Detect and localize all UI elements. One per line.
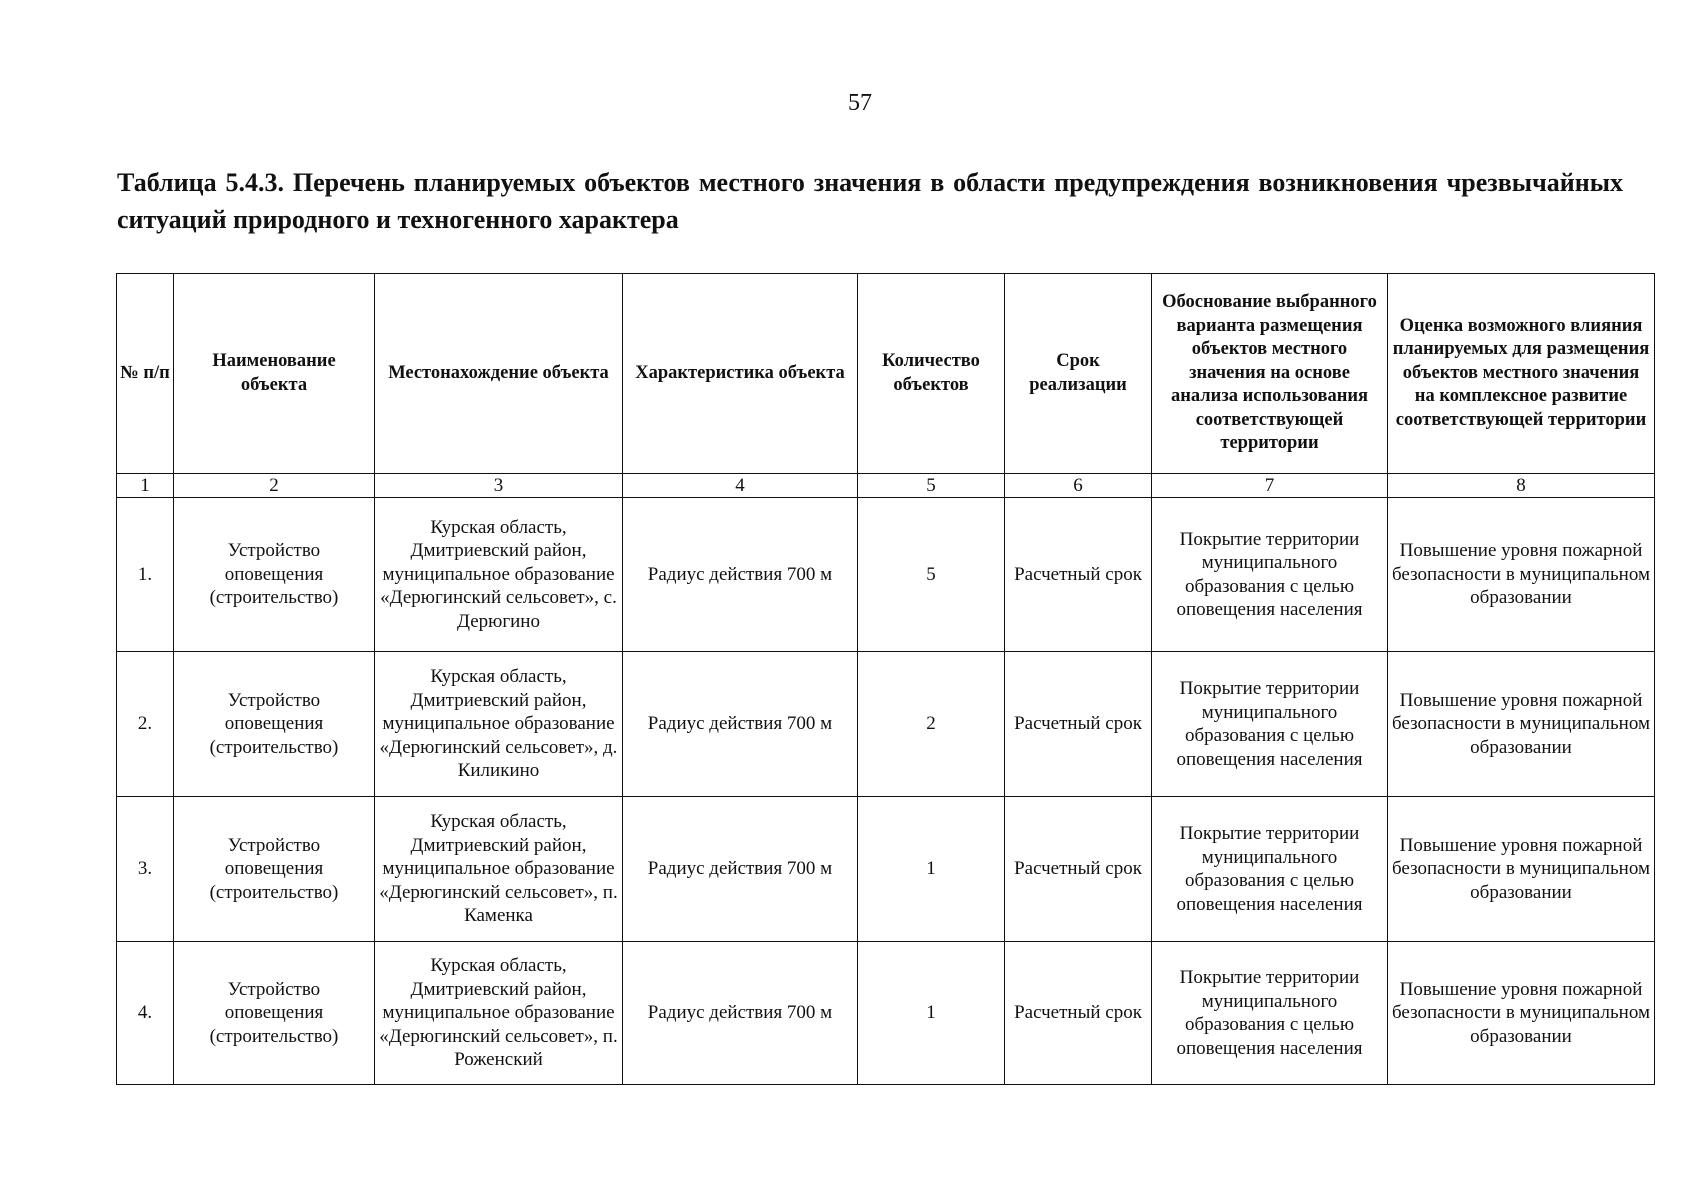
impact-assessment: Повышение уровня пожарной безопасности в муниципальном образовании	[1388, 942, 1655, 1085]
object-location: Курская область, Дмитриевский район, муниципальное образование «Дерюгинский сельсовет», с. Дерюгино	[375, 498, 623, 652]
table-row	[117, 797, 1655, 942]
header-number: № п/п	[117, 274, 174, 474]
table-row	[117, 942, 1655, 1085]
object-location: Курская область, Дмитриевский район, муниципальное образование «Дерюгинский сельсовет», п. Роженский	[375, 942, 623, 1085]
column-index-row	[117, 474, 1655, 498]
table-row	[117, 498, 1655, 652]
table-title: Таблица 5.4.3. Перечень планируемых объектов местного значения в области предупреждения возникновения чрезвычайных ситуаций природного и техногенного характера	[117, 168, 1623, 234]
column-index: 4	[623, 474, 858, 498]
table-row	[117, 652, 1655, 797]
object-location: Курская область, Дмитриевский район, муниципальное образование «Дерюгинский сельсовет», п. Каменка	[375, 797, 623, 942]
row-number: 2.	[117, 652, 174, 797]
object-characteristic: Радиус действия 700 м	[623, 652, 858, 797]
object-count: 1	[858, 942, 1005, 1085]
object-characteristic: Радиус действия 700 м	[623, 797, 858, 942]
column-index: 3	[375, 474, 623, 498]
implementation-term: Расчетный срок	[1005, 942, 1152, 1085]
object-count: 5	[858, 498, 1005, 652]
object-location: Курская область, Дмитриевский район, муниципальное образование «Дерюгинский сельсовет», д. Киликино	[375, 652, 623, 797]
column-index: 6	[1005, 474, 1152, 498]
object-count: 1	[858, 797, 1005, 942]
implementation-term: Расчетный срок	[1005, 652, 1152, 797]
header-location: Местонахождение объекта	[375, 274, 623, 474]
column-index: 7	[1152, 474, 1388, 498]
object-characteristic: Радиус действия 700 м	[623, 498, 858, 652]
implementation-term: Расчетный срок	[1005, 797, 1152, 942]
row-number: 4.	[117, 942, 174, 1085]
objects-table	[116, 273, 1655, 1085]
impact-assessment: Повышение уровня пожарной безопасности в муниципальном образовании	[1388, 498, 1655, 652]
header-characteristic: Характеристика объекта	[623, 274, 858, 474]
object-name: Устройство оповещения (строительство)	[174, 797, 375, 942]
implementation-term: Расчетный срок	[1005, 498, 1152, 652]
placement-justification: Покрытие территории муниципального образования с целью оповещения населения	[1152, 942, 1388, 1085]
object-name: Устройство оповещения (строительство)	[174, 498, 375, 652]
column-index: 5	[858, 474, 1005, 498]
header-justification: Обоснование выбранного варианта размещения объектов местного значения на основе анализа использования соответствующей территории	[1152, 274, 1388, 474]
page-number: 57	[848, 90, 872, 116]
row-number: 1.	[117, 498, 174, 652]
row-number: 3.	[117, 797, 174, 942]
object-characteristic: Радиус действия 700 м	[623, 942, 858, 1085]
header-name: Наименование объекта	[174, 274, 375, 474]
placement-justification: Покрытие территории муниципального образования с целью оповещения населения	[1152, 498, 1388, 652]
header-impact: Оценка возможного влияния планируемых для размещения объектов местного значения на комплексное развитие соответствующей территории	[1388, 274, 1655, 474]
object-name: Устройство оповещения (строительство)	[174, 942, 375, 1085]
table-header-row	[117, 274, 1655, 474]
header-count: Количество объектов	[858, 274, 1005, 474]
object-count: 2	[858, 652, 1005, 797]
object-name: Устройство оповещения (строительство)	[174, 652, 375, 797]
placement-justification: Покрытие территории муниципального образования с целью оповещения населения	[1152, 797, 1388, 942]
impact-assessment: Повышение уровня пожарной безопасности в муниципальном образовании	[1388, 797, 1655, 942]
column-index: 2	[174, 474, 375, 498]
column-index: 8	[1388, 474, 1655, 498]
column-index: 1	[117, 474, 174, 498]
header-term: Срок реализации	[1005, 274, 1152, 474]
impact-assessment: Повышение уровня пожарной безопасности в муниципальном образовании	[1388, 652, 1655, 797]
placement-justification: Покрытие территории муниципального образования с целью оповещения населения	[1152, 652, 1388, 797]
